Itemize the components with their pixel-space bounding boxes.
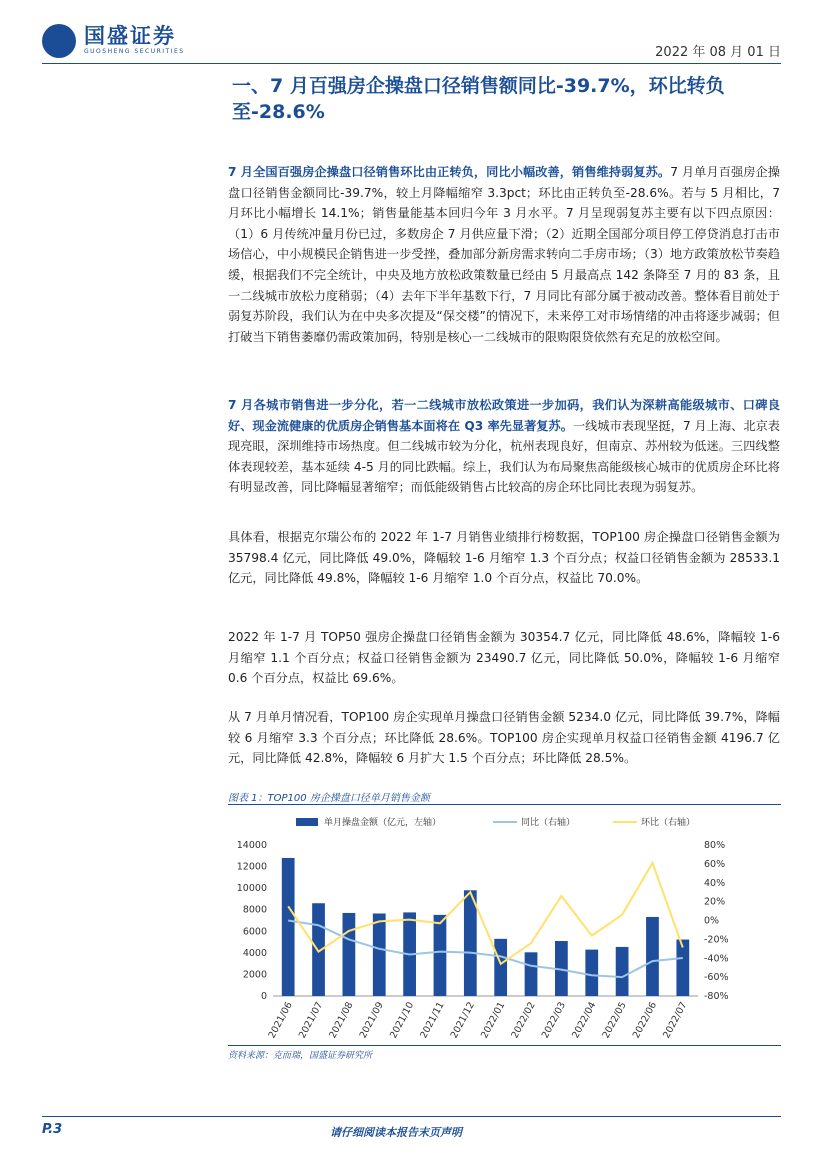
paragraph-lead: 7 月全国百强房企操盘口径销售环比由正转负，同比小幅改善，销售维持弱复苏。 [228,165,671,179]
right-tick-label: 80% [704,840,726,851]
footer-notice: 请仔细阅读本报告末页声明 [330,1126,462,1139]
x-tick-label: 2022/02 [509,1000,538,1041]
left-tick-label: 4000 [242,947,267,959]
bar-2022/07 [676,940,689,996]
paragraph-1 [228,162,780,347]
x-tick-label: 2022/05 [600,1000,629,1041]
x-tick-label: 2022/06 [630,1000,660,1041]
legend-label: 环比（右轴） [641,818,696,828]
x-tick-label: 2021/06 [266,1000,295,1041]
x-tick-label: 2022/03 [539,1000,569,1041]
figure-source: 资料来源：克而瑞，国盛证券研究所 [228,1051,373,1061]
paragraph-text: 具体看，根据克尔瑞公布的 2022 年 1-7 月销售业绩排行榜数据，TOP100 房企操盘口径销售金额为 35798.4 亿元，同比降低 49.0%，降幅较 1-6 月缩窄 1.3 个百分点；权益口径销售金额为 28533.1 亿元，同比降低 49.8%，降幅较 1-6 月缩窄 1.0 个百分点，权益比 70.0%。 [228,530,780,586]
figure-bottom-rule [228,1045,781,1046]
left-tick-label: 12000 [236,861,267,873]
left-tick-label: 8000 [242,904,267,916]
chart-x-labels [267,1000,690,1040]
bar-2021/06 [282,858,295,996]
right-tick-label: 40% [704,877,726,889]
paragraph-lead: 7 月各城市销售进一步分化，若一二线城市放松政策进一步加码，我们认为深耕高能级城市、口碑良好、现金流健康的优质房企销售基本面将在 Q3 率先显著复苏。 [228,398,780,433]
chart-legend [296,816,695,828]
paragraph-4 [228,627,780,689]
paragraph-text: 7 月单月百强房企操盘口径销售金额同比-39.7%，较上月降幅缩窄 3.3pct；环比由正转负至-28.6%。若与 5 月相比，7 月环比小幅增长 14.1%；销售量能基本回归今年 3 月水平。7 月呈现弱复苏主要有以下四点原因：（1）6 月传统冲量月份已过，多数房企 7 月供应量下滑；（2）近期全国部分项目停工停贷消息打击市场信心，中小规模民企销售进一步受挫，叠加部分新房需求转向二手房市场；（3）地方政策放松节奏趋缓，根据我们不完全统计，中央及地方放松政策数量已经由 5 月最高点 142 条降至 7 月的 83 条，且一二线城市放松力度稍弱；（4）去年下半年基数下行，7 月同比有部分属于被动改善。整体看目前处于弱复苏阶段，我们认为在中央多次提及“保交楼”的情况下，未来停工对市场情绪的冲击将逐步减弱；但打破当下销售萎靡仍需政策加码，特别是核心一二线城市的限购限贷依然有充足的放松空间。 [228,165,780,344]
left-tick-label: 14000 [236,840,267,851]
left-tick-label: 10000 [236,883,267,895]
header-divider [42,63,781,64]
x-tick-label: 2021/12 [448,1000,477,1041]
company-logo-icon [42,24,76,58]
company-name-en: GUOSHENG SECURITIES [84,48,185,55]
x-tick-label: 2021/10 [388,1000,417,1041]
left-tick-label: 2000 [242,969,267,981]
paragraph-5 [228,707,780,769]
right-tick-label: 0% [704,915,720,927]
footer-divider [42,1116,781,1117]
legend-swatch-bar [296,818,318,826]
right-tick-label: -80% [704,991,729,1002]
paragraph-text: 从 7 月单月情况看，TOP100 房企实现单月操盘口径销售金额 5234.0 亿元，同比降低 39.7%，降幅较 6 月缩窄 3.3 个百分点；环比降低 28.6%。TOP100 房企实现单月权益口径销售金额 4196.7 亿元，同比降低 42.8%，降幅较 6 月扩大 1.5 个百分点；环比降低 28.5%。 [228,710,780,766]
left-tick-label: 0 [260,991,267,1002]
paragraph-3 [228,527,780,589]
legend-label: 同比（右轴） [521,818,576,828]
paragraph-2 [228,395,780,498]
right-tick-label: -40% [704,953,729,965]
bar-2021/09 [373,913,386,996]
x-tick-label: 2022/01 [479,1000,508,1041]
right-tick-label: -20% [704,934,729,946]
page-number: P.3 [42,1122,63,1137]
company-name: 国盛证券 [84,24,176,48]
right-tick-label: -60% [704,972,729,984]
bar-2022/02 [525,952,538,996]
section-title: 一、7 月百强房企操盘口径销售额同比-39.7%，环比转负至-28.6% [232,75,725,123]
paragraph-text: 2022 年 1-7 月 TOP50 强房企操盘口径销售金额为 30354.7 亿元，同比降低 48.6%，降幅较 1-6 月缩窄 1.1 个百分点；权益口径销售金额为 23490.7 亿元，同比降低 50.0%，降幅较 1-6 月缩窄 0.6 个百分点，权益比 69.6%。 [228,630,780,686]
x-tick-label: 2021/07 [296,1000,326,1041]
bar-2022/04 [585,950,598,996]
x-tick-label: 2021/09 [357,1000,386,1041]
x-tick-label: 2021/11 [418,1000,447,1041]
figure-top-rule [228,804,781,805]
left-tick-label: 6000 [242,926,267,938]
bar-2022/06 [646,917,659,996]
x-tick-label: 2021/08 [327,1000,356,1041]
paragraph-text: 一线城市表现坚挺，7 月上海、北京表现亮眼，深圳维持市场热度。但二线城市较为分化，杭州表现良好，但南京、苏州较为低迷。三四线整体表现较差，基本延续 4-5 月的同比跌幅。综上，我们认为布局聚焦高能级核心城市的优质房企环比将有明显改善，同比降幅显著缩窄；而低能级销售占比较高的房企环比同比表现为弱复苏。 [228,418,780,495]
sales-chart [228,808,781,1044]
bar-2021/08 [343,913,356,996]
bar-2021/12 [464,890,477,996]
x-tick-label: 2022/04 [570,1000,599,1041]
legend-label: 单月操盘金额（亿元，左轴） [324,818,442,828]
right-tick-label: 20% [704,896,726,908]
bar-2022/01 [494,939,507,996]
bar-2022/05 [616,947,629,996]
figure-caption: 图表 1：TOP100 房企操盘口径单月销售金额 [228,793,430,804]
right-tick-label: 60% [704,858,726,870]
x-tick-label: 2022/07 [661,1000,690,1041]
bar-2021/11 [434,915,447,996]
report-date: 2022 年 08 月 01 日 [655,45,781,60]
